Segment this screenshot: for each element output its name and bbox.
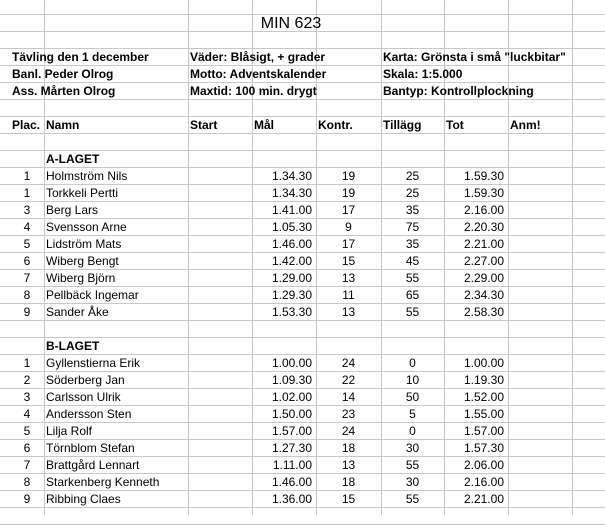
start-time-cell[interactable]: [188, 423, 252, 440]
controls-cell[interactable]: 13: [341, 305, 356, 319]
start-time-cell[interactable]: [188, 457, 252, 474]
name-cell[interactable]: Törnblom Stefan: [46, 441, 135, 455]
penalty-cell[interactable]: 0: [409, 424, 416, 438]
penalty-cell[interactable]: 55: [405, 271, 420, 285]
name-cell[interactable]: Berg Lars: [46, 203, 99, 217]
start-time-cell[interactable]: [188, 406, 252, 423]
name-cell[interactable]: Brattgård Lennart: [46, 458, 140, 472]
controls-cell[interactable]: 17: [341, 237, 356, 251]
finish-time-cell[interactable]: 1.36.00: [271, 492, 312, 506]
finish-time-cell[interactable]: 1.53.30: [271, 305, 312, 319]
start-time-cell[interactable]: [188, 202, 252, 219]
info-text: Ass. Mårten Olrog: [12, 84, 116, 98]
controls-cell[interactable]: 24: [341, 356, 356, 370]
info-text: Banl. Peder Olrog: [12, 67, 114, 81]
total-time-cell[interactable]: 2.29.00: [463, 271, 504, 285]
placement-cell[interactable]: 4: [23, 220, 31, 234]
column-header-anm[interactable]: Anm!: [510, 118, 541, 132]
name-cell[interactable]: Torkkeli Pertti: [46, 186, 119, 200]
total-time-cell[interactable]: 2.21.00: [463, 237, 504, 251]
finish-time-cell[interactable]: 1.34.30: [271, 186, 312, 200]
controls-cell[interactable]: 24: [341, 424, 356, 438]
controls-cell[interactable]: 19: [341, 169, 356, 183]
placement-cell[interactable]: 7: [23, 458, 31, 472]
finish-time-cell[interactable]: 1.29.00: [271, 271, 312, 285]
placement-cell[interactable]: 9: [23, 492, 31, 506]
column-header-plac[interactable]: Plac.: [12, 118, 41, 132]
name-cell[interactable]: Gyllenstierna Erik: [46, 356, 141, 370]
grid-column-line: [572, 0, 573, 515]
penalty-cell[interactable]: 25: [405, 169, 420, 183]
controls-cell[interactable]: 14: [341, 390, 356, 404]
page-title: MIN 623: [260, 15, 322, 32]
total-time-cell[interactable]: 2.27.00: [463, 254, 504, 268]
penalty-cell[interactable]: 50: [405, 390, 420, 404]
start-time-cell[interactable]: [188, 168, 252, 185]
controls-cell[interactable]: 18: [341, 475, 356, 489]
placement-cell[interactable]: 8: [23, 475, 31, 489]
name-cell[interactable]: Lilja Rolf: [46, 424, 93, 438]
total-time-cell[interactable]: 1.59.30: [463, 169, 504, 183]
finish-time-cell[interactable]: 1.46.00: [271, 475, 312, 489]
controls-cell[interactable]: 18: [341, 441, 356, 455]
total-time-cell[interactable]: 1.00.00: [463, 356, 504, 370]
total-time-cell[interactable]: 1.52.00: [463, 390, 504, 404]
name-cell[interactable]: Starkenberg Kenneth: [46, 475, 160, 489]
group-heading: A-LAGET: [46, 152, 100, 166]
placement-cell[interactable]: 1: [23, 169, 31, 183]
finish-time-cell[interactable]: 1.02.00: [271, 390, 312, 404]
total-time-cell[interactable]: 2.16.00: [463, 475, 504, 489]
name-cell[interactable]: Pellbäck Ingemar: [46, 288, 139, 302]
placement-cell[interactable]: 6: [23, 254, 31, 268]
info-text: Motto: Adventskalender: [190, 67, 327, 81]
placement-cell[interactable]: 1: [23, 356, 31, 370]
total-time-cell[interactable]: 1.55.00: [463, 407, 504, 421]
start-time-cell[interactable]: [188, 491, 252, 508]
penalty-cell[interactable]: 55: [405, 492, 420, 506]
controls-cell[interactable]: 13: [341, 271, 356, 285]
penalty-cell[interactable]: 35: [405, 237, 420, 251]
info-text: Väder: Blåsigt, + grader: [190, 50, 326, 64]
total-time-cell[interactable]: 2.58.30: [463, 305, 504, 319]
penalty-cell[interactable]: 0: [409, 356, 416, 370]
name-cell[interactable]: Wiberg Bengt: [46, 254, 119, 268]
controls-cell[interactable]: 19: [341, 186, 356, 200]
name-cell[interactable]: Svensson Arne: [46, 220, 127, 234]
placement-cell[interactable]: 1: [23, 186, 31, 200]
controls-cell[interactable]: 15: [341, 492, 356, 506]
start-time-cell[interactable]: [188, 304, 252, 321]
column-header-start[interactable]: Start: [190, 118, 218, 132]
controls-cell[interactable]: 11: [342, 288, 355, 302]
penalty-cell[interactable]: 25: [405, 186, 420, 200]
penalty-cell[interactable]: 10: [405, 373, 420, 387]
finish-time-cell[interactable]: 1.57.00: [271, 424, 312, 438]
total-time-cell[interactable]: 1.57.30: [463, 441, 504, 455]
total-time-cell[interactable]: 2.20.30: [463, 220, 504, 234]
penalty-cell[interactable]: 55: [405, 458, 420, 472]
column-header-tillagg[interactable]: Tillägg: [383, 118, 422, 132]
info-text: Karta: Grönsta i små "luckbitar": [383, 50, 566, 64]
penalty-cell[interactable]: 30: [405, 441, 420, 455]
start-time-cell[interactable]: [188, 219, 252, 236]
finish-time-cell[interactable]: 1.11.00: [272, 458, 312, 472]
name-cell[interactable]: Söderberg Jan: [46, 373, 125, 387]
finish-time-cell[interactable]: 1.00.00: [271, 356, 312, 370]
total-time-cell[interactable]: 2.34.30: [463, 288, 504, 302]
controls-cell[interactable]: 13: [341, 458, 356, 472]
start-time-cell[interactable]: [188, 270, 252, 287]
finish-time-cell[interactable]: 1.41.00: [271, 203, 312, 217]
finish-time-cell[interactable]: 1.50.00: [271, 407, 312, 421]
start-time-cell[interactable]: [188, 372, 252, 389]
info-text: Tävling den 1 december: [12, 50, 149, 64]
total-time-cell[interactable]: 2.06.00: [463, 458, 504, 472]
name-cell[interactable]: Andersson Sten: [46, 407, 132, 421]
placement-cell[interactable]: 3: [23, 203, 31, 217]
name-cell[interactable]: Lidström Mats: [46, 237, 122, 251]
start-time-cell[interactable]: [188, 185, 252, 202]
name-cell[interactable]: Ribbing Claes: [46, 492, 121, 506]
placement-cell[interactable]: 6: [23, 441, 31, 455]
controls-cell[interactable]: 9: [345, 220, 352, 234]
finish-time-cell[interactable]: 1.05.30: [271, 220, 312, 234]
finish-time-cell[interactable]: 1.46.00: [271, 237, 312, 251]
placement-cell[interactable]: 2: [23, 373, 31, 387]
column-header-mal[interactable]: Mål: [254, 118, 275, 132]
column-header-namn[interactable]: Namn: [46, 118, 80, 132]
placement-cell[interactable]: 9: [23, 305, 31, 319]
total-time-cell[interactable]: 2.21.00: [463, 492, 504, 506]
start-time-cell[interactable]: [188, 287, 252, 304]
placement-cell[interactable]: 7: [23, 271, 31, 285]
finish-time-cell[interactable]: 1.29.30: [271, 288, 312, 302]
name-cell[interactable]: Carlsson Ulrik: [46, 390, 121, 404]
placement-cell[interactable]: 3: [23, 390, 31, 404]
group-heading: B-LAGET: [46, 339, 100, 353]
finish-time-cell[interactable]: 1.34.30: [271, 169, 312, 183]
finish-time-cell[interactable]: 1.27.30: [271, 441, 312, 455]
placement-cell[interactable]: 5: [23, 424, 31, 438]
column-header-tot[interactable]: Tot: [446, 118, 464, 132]
info-text: Skala: 1:5.000: [383, 67, 463, 81]
finish-time-cell[interactable]: 1.09.30: [271, 373, 312, 387]
info-text: Maxtid: 100 min. drygt: [190, 84, 317, 98]
penalty-cell[interactable]: 75: [405, 220, 420, 234]
start-time-cell[interactable]: [188, 236, 252, 253]
name-cell[interactable]: Wiberg Björn: [46, 271, 116, 285]
total-time-cell[interactable]: 2.16.00: [463, 203, 504, 217]
placement-cell[interactable]: 8: [23, 288, 31, 302]
penalty-cell[interactable]: 35: [405, 203, 420, 217]
start-time-cell[interactable]: [188, 474, 252, 491]
name-cell[interactable]: Sander Åke: [46, 305, 109, 319]
info-text: Bantyp: Kontrollplockning: [383, 84, 534, 98]
penalty-cell[interactable]: 45: [405, 254, 420, 268]
penalty-cell[interactable]: 65: [405, 288, 420, 302]
penalty-cell[interactable]: 30: [405, 475, 420, 489]
placement-cell[interactable]: 5: [23, 237, 31, 251]
total-time-cell[interactable]: 1.59.30: [463, 186, 504, 200]
controls-cell[interactable]: 22: [341, 373, 356, 387]
total-time-cell[interactable]: 1.57.00: [463, 424, 504, 438]
total-time-cell[interactable]: 1.19.30: [463, 373, 504, 387]
controls-cell[interactable]: 17: [341, 203, 356, 217]
penalty-cell[interactable]: 55: [405, 305, 420, 319]
finish-time-cell[interactable]: 1.42.00: [271, 254, 312, 268]
start-time-cell[interactable]: [188, 253, 252, 270]
placement-cell[interactable]: 4: [23, 407, 31, 421]
start-time-cell[interactable]: [188, 389, 252, 406]
controls-cell[interactable]: 15: [341, 254, 356, 268]
controls-cell[interactable]: 23: [341, 407, 356, 421]
start-time-cell[interactable]: [188, 355, 252, 372]
penalty-cell[interactable]: 5: [409, 407, 416, 421]
start-time-cell[interactable]: [188, 440, 252, 457]
column-header-kontr[interactable]: Kontr.: [318, 118, 353, 132]
name-cell[interactable]: Holmström Nils: [46, 169, 128, 183]
